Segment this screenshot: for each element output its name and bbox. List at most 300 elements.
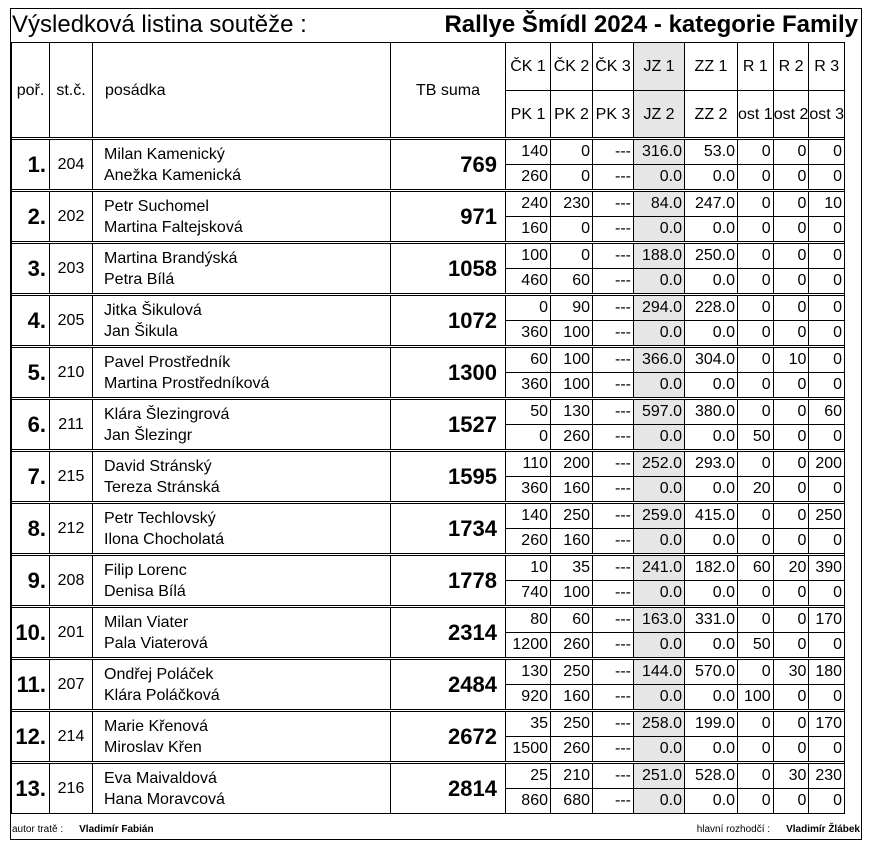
value-r-ost1-bottom: 0 [738,581,774,606]
value-ck-pk1-bottom: 260 [506,529,551,554]
value-jz-bottom: 0.0 [634,581,685,606]
value-ck-pk2-bottom: 160 [551,529,593,554]
value-ck-pk2-bottom: 160 [551,477,593,502]
navigator-name: Ilona Chocholatá [104,530,225,548]
value-jz-bottom: 0.0 [634,217,685,242]
table-row [12,140,845,165]
table-row [12,452,845,477]
value-ck-pk2-bottom: 260 [551,425,593,450]
value-r-ost2-bottom: 0 [773,529,809,554]
value-zz-top: 293.0 [685,452,738,477]
navigator-name: Jan Šikula [104,322,178,340]
driver-name: Eva Maivaldová [104,769,217,787]
value-r-ost1-top: 0 [738,660,774,685]
value-r-ost3-top: 10 [809,192,845,217]
value-ck-pk3-bottom: --- [593,425,634,450]
value-r-ost2-top: 0 [773,244,809,269]
value-r-ost3-bottom: 0 [809,217,845,242]
value-r-ost2-bottom: 0 [773,373,809,398]
value-ck-pk3-top: --- [593,504,634,529]
value-r-ost2-bottom: 0 [773,789,809,814]
value-r-ost3-bottom: 0 [809,477,845,502]
value-zz-top: 570.0 [685,660,738,685]
value-jz-top: 251.0 [634,764,685,789]
value-ck-pk1-bottom: 920 [506,685,551,710]
value-r-ost2-top: 0 [773,712,809,737]
value-ck-pk3-bottom: --- [593,269,634,294]
value-r-ost1-top: 0 [738,504,774,529]
value-r-ost2-bottom: 0 [773,685,809,710]
value-r-ost3-top: 170 [809,608,845,633]
driver-name: Filip Lorenc [104,561,187,579]
value-ck-pk2-top: 230 [551,192,593,217]
value-jz-top: 259.0 [634,504,685,529]
value-ck-pk3-top: --- [593,192,634,217]
value-zz-top: 182.0 [685,556,738,581]
tb-total: 971 [391,192,506,242]
navigator-name: Miroslav Křen [104,738,202,756]
value-r-ost3-top: 170 [809,712,845,737]
value-r-ost1-bottom: 0 [738,737,774,762]
col-header-stc: st.č. [50,43,93,138]
tb-total: 2484 [391,660,506,710]
value-r-ost1-bottom: 0 [738,373,774,398]
tb-total: 1527 [391,400,506,450]
value-ck-pk2-bottom: 100 [551,581,593,606]
value-r-ost2-bottom: 0 [773,477,809,502]
value-jz-bottom: 0.0 [634,321,685,346]
value-ck-pk2-top: 100 [551,348,593,373]
value-zz-bottom: 0.0 [685,737,738,762]
start-number: 216 [50,764,93,814]
col-header-zz1: ZZ 1 [685,43,738,91]
crew [93,504,391,554]
value-ck-pk2-bottom: 60 [551,269,593,294]
driver-name: Ondřej Poláček [104,665,214,683]
value-r-ost1-bottom: 50 [738,425,774,450]
value-r-ost3-bottom: 0 [809,321,845,346]
value-r-ost1-bottom: 100 [738,685,774,710]
value-zz-bottom: 0.0 [685,165,738,190]
table-row [12,764,845,789]
crew [93,556,391,606]
value-ck-pk2-top: 0 [551,140,593,165]
position: 1. [12,140,50,190]
value-ck-pk2-top: 60 [551,608,593,633]
value-jz-top: 144.0 [634,660,685,685]
driver-name: Pavel Prostředník [104,353,231,371]
value-r-ost3-bottom: 0 [809,529,845,554]
value-zz-bottom: 0.0 [685,529,738,554]
value-r-ost3-bottom: 0 [809,789,845,814]
value-ck-pk2-bottom: 0 [551,165,593,190]
start-number: 205 [50,296,93,346]
value-zz-top: 415.0 [685,504,738,529]
table-row [12,504,845,529]
value-r-ost3-bottom: 0 [809,165,845,190]
crew [93,140,391,190]
crew [93,712,391,762]
value-zz-top: 528.0 [685,764,738,789]
value-ck-pk3-top: --- [593,348,634,373]
value-ck-pk1-top: 240 [506,192,551,217]
navigator-name: Martina Faltejsková [104,218,243,236]
value-zz-bottom: 0.0 [685,217,738,242]
crew [93,660,391,710]
col-header-ck1: ČK 1 [506,43,551,91]
driver-name: Petr Techlovský [104,509,216,527]
value-r-ost1-top: 0 [738,192,774,217]
value-ck-pk3-top: --- [593,296,634,321]
value-jz-top: 258.0 [634,712,685,737]
value-ck-pk3-bottom: --- [593,789,634,814]
position: 3. [12,244,50,294]
tb-total: 1778 [391,556,506,606]
value-jz-bottom: 0.0 [634,425,685,450]
value-r-ost1-top: 0 [738,296,774,321]
value-jz-bottom: 0.0 [634,165,685,190]
value-zz-top: 250.0 [685,244,738,269]
value-ck-pk1-top: 0 [506,296,551,321]
value-zz-top: 380.0 [685,400,738,425]
driver-name: Milan Kamenický [104,145,225,163]
value-ck-pk3-bottom: --- [593,477,634,502]
value-ck-pk1-bottom: 160 [506,217,551,242]
driver-name: Petr Suchomel [104,197,209,215]
results-table [11,42,845,814]
col-header-ost2: ost 2 [773,91,809,138]
value-r-ost1-top: 0 [738,400,774,425]
value-r-ost2-top: 0 [773,452,809,477]
col-header-tb: TB suma [391,43,506,138]
crew [93,296,391,346]
value-r-ost1-bottom: 0 [738,529,774,554]
value-ck-pk1-top: 25 [506,764,551,789]
footer-author [12,824,154,835]
judge-name: Vladimír Žlábek [786,824,860,835]
value-jz-top: 84.0 [634,192,685,217]
value-zz-bottom: 0.0 [685,633,738,658]
value-zz-top: 228.0 [685,296,738,321]
value-ck-pk3-bottom: --- [593,529,634,554]
value-r-ost1-top: 0 [738,244,774,269]
value-r-ost1-top: 0 [738,140,774,165]
value-ck-pk3-bottom: --- [593,581,634,606]
value-ck-pk3-top: --- [593,244,634,269]
value-ck-pk1-top: 140 [506,504,551,529]
author-label: autor tratě : [12,824,64,835]
start-number: 204 [50,140,93,190]
start-number: 208 [50,556,93,606]
tb-total: 1300 [391,348,506,398]
value-ck-pk3-bottom: --- [593,737,634,762]
table-row [12,348,845,373]
value-r-ost1-bottom: 0 [738,165,774,190]
value-ck-pk2-bottom: 680 [551,789,593,814]
driver-name: Marie Křenová [104,717,209,735]
value-zz-bottom: 0.0 [685,789,738,814]
value-zz-bottom: 0.0 [685,581,738,606]
navigator-name: Denisa Bílá [104,582,186,600]
value-ck-pk1-top: 35 [506,712,551,737]
tb-total: 2314 [391,608,506,658]
col-header-r2: R 2 [773,43,809,91]
value-ck-pk2-top: 250 [551,660,593,685]
value-r-ost1-top: 0 [738,452,774,477]
start-number: 215 [50,452,93,502]
value-ck-pk1-bottom: 260 [506,165,551,190]
value-r-ost2-top: 10 [773,348,809,373]
value-ck-pk2-bottom: 100 [551,321,593,346]
start-number: 214 [50,712,93,762]
tb-total: 1058 [391,244,506,294]
driver-name: Martina Brandýská [104,249,238,267]
position: 11. [12,660,50,710]
position: 5. [12,348,50,398]
value-r-ost3-top: 0 [809,140,845,165]
value-ck-pk3-top: --- [593,556,634,581]
value-ck-pk1-bottom: 740 [506,581,551,606]
value-r-ost2-top: 0 [773,296,809,321]
driver-name: Klára Šlezingrová [104,405,230,423]
value-r-ost2-bottom: 0 [773,581,809,606]
value-r-ost2-top: 0 [773,140,809,165]
start-number: 212 [50,504,93,554]
value-ck-pk3-bottom: --- [593,321,634,346]
value-ck-pk1-top: 100 [506,244,551,269]
tb-total: 2814 [391,764,506,814]
value-r-ost3-top: 0 [809,296,845,321]
value-ck-pk3-top: --- [593,764,634,789]
driver-name: David Stránský [104,457,212,475]
value-r-ost3-top: 0 [809,244,845,269]
value-r-ost3-top: 200 [809,452,845,477]
page-title: Výsledková listina soutěže : [12,11,307,38]
value-zz-bottom: 0.0 [685,685,738,710]
table-row [12,608,845,633]
start-number: 211 [50,400,93,450]
author-name: Vladimír Fabián [79,824,154,835]
footer-judge [697,824,860,835]
value-ck-pk1-bottom: 360 [506,477,551,502]
value-zz-top: 247.0 [685,192,738,217]
driver-name: Milan Viater [104,613,189,631]
tb-total: 769 [391,140,506,190]
tb-total: 1072 [391,296,506,346]
value-r-ost2-bottom: 0 [773,737,809,762]
value-ck-pk3-bottom: --- [593,165,634,190]
value-r-ost1-top: 0 [738,348,774,373]
value-r-ost1-top: 0 [738,764,774,789]
value-r-ost2-bottom: 0 [773,217,809,242]
value-r-ost1-bottom: 0 [738,269,774,294]
value-r-ost2-top: 30 [773,660,809,685]
navigator-name: Hana Moravcová [104,790,225,808]
value-zz-bottom: 0.0 [685,321,738,346]
tb-total: 1734 [391,504,506,554]
value-ck-pk2-bottom: 260 [551,633,593,658]
value-ck-pk2-top: 0 [551,244,593,269]
value-ck-pk2-top: 200 [551,452,593,477]
position: 6. [12,400,50,450]
driver-name: Jitka Šikulová [104,301,202,319]
start-number: 210 [50,348,93,398]
position: 7. [12,452,50,502]
table-row [12,556,845,581]
value-ck-pk1-top: 140 [506,140,551,165]
table-row [12,296,845,321]
judge-label: hlavní rozhodčí : [696,824,771,835]
col-header-jz2: JZ 2 [634,91,685,138]
event-title: Rallye Šmídl 2024 - kategorie Family [444,11,858,38]
tb-total: 2672 [391,712,506,762]
col-header-por: poř. [12,43,50,138]
value-r-ost2-top: 0 [773,608,809,633]
col-header-posadka: posádka [93,43,391,138]
value-jz-top: 366.0 [634,348,685,373]
col-header-r3: R 3 [809,43,845,91]
value-ck-pk1-top: 50 [506,400,551,425]
value-zz-bottom: 0.0 [685,425,738,450]
value-ck-pk3-top: --- [593,140,634,165]
value-r-ost3-top: 390 [809,556,845,581]
position: 8. [12,504,50,554]
tb-total: 1595 [391,452,506,502]
col-header-pk1: PK 1 [506,91,551,138]
value-r-ost3-bottom: 0 [809,269,845,294]
position: 13. [12,764,50,814]
value-ck-pk2-bottom: 100 [551,373,593,398]
start-number: 201 [50,608,93,658]
value-ck-pk2-top: 35 [551,556,593,581]
value-ck-pk1-bottom: 860 [506,789,551,814]
value-ck-pk1-bottom: 360 [506,321,551,346]
navigator-name: Martina Prostředníková [104,374,270,392]
crew [93,452,391,502]
value-ck-pk1-top: 80 [506,608,551,633]
value-r-ost2-top: 30 [773,764,809,789]
value-jz-top: 316.0 [634,140,685,165]
value-r-ost2-bottom: 0 [773,633,809,658]
value-ck-pk1-top: 60 [506,348,551,373]
value-r-ost2-bottom: 0 [773,321,809,346]
value-jz-bottom: 0.0 [634,737,685,762]
value-r-ost3-bottom: 0 [809,581,845,606]
value-zz-top: 331.0 [685,608,738,633]
value-r-ost3-top: 230 [809,764,845,789]
value-ck-pk2-top: 90 [551,296,593,321]
value-zz-bottom: 0.0 [685,477,738,502]
value-jz-bottom: 0.0 [634,269,685,294]
start-number: 207 [50,660,93,710]
value-zz-bottom: 0.0 [685,373,738,398]
table-row [12,712,845,737]
value-r-ost2-bottom: 0 [773,425,809,450]
col-header-zz2: ZZ 2 [685,91,738,138]
value-r-ost2-top: 0 [773,504,809,529]
value-ck-pk2-top: 210 [551,764,593,789]
value-ck-pk3-top: --- [593,660,634,685]
value-jz-bottom: 0.0 [634,789,685,814]
value-r-ost3-bottom: 0 [809,633,845,658]
start-number: 203 [50,244,93,294]
value-jz-top: 252.0 [634,452,685,477]
value-r-ost2-bottom: 0 [773,165,809,190]
value-r-ost1-top: 0 [738,712,774,737]
value-jz-top: 597.0 [634,400,685,425]
value-ck-pk1-bottom: 360 [506,373,551,398]
crew [93,244,391,294]
value-jz-top: 163.0 [634,608,685,633]
results-sheet [10,8,862,840]
table-row [12,400,845,425]
value-r-ost3-bottom: 0 [809,373,845,398]
col-header-pk3: PK 3 [593,91,634,138]
value-zz-bottom: 0.0 [685,269,738,294]
value-r-ost2-top: 0 [773,192,809,217]
value-r-ost1-bottom: 20 [738,477,774,502]
value-r-ost2-bottom: 0 [773,269,809,294]
navigator-name: Pala Viaterová [104,634,208,652]
crew [93,400,391,450]
navigator-name: Jan Šlezingr [104,426,193,444]
col-header-ck2: ČK 2 [551,43,593,91]
navigator-name: Petra Bílá [104,270,175,288]
position: 4. [12,296,50,346]
position: 12. [12,712,50,762]
value-ck-pk1-top: 10 [506,556,551,581]
col-header-ck3: ČK 3 [593,43,634,91]
value-ck-pk1-top: 110 [506,452,551,477]
value-ck-pk2-bottom: 160 [551,685,593,710]
table-row [12,660,845,685]
value-r-ost3-top: 60 [809,400,845,425]
header-row-1 [12,43,845,91]
start-number: 202 [50,192,93,242]
value-r-ost1-bottom: 0 [738,217,774,242]
value-ck-pk2-bottom: 260 [551,737,593,762]
value-r-ost1-top: 60 [738,556,774,581]
value-r-ost3-top: 0 [809,348,845,373]
col-header-pk2: PK 2 [551,91,593,138]
value-ck-pk3-top: --- [593,400,634,425]
value-zz-top: 53.0 [685,140,738,165]
value-r-ost1-top: 0 [738,608,774,633]
value-zz-top: 304.0 [685,348,738,373]
navigator-name: Anežka Kamenická [104,166,241,184]
value-ck-pk2-top: 250 [551,504,593,529]
value-ck-pk3-top: --- [593,608,634,633]
value-r-ost1-bottom: 0 [738,789,774,814]
crew [93,764,391,814]
value-ck-pk2-top: 130 [551,400,593,425]
value-jz-bottom: 0.0 [634,529,685,554]
col-header-ost3: ost 3 [809,91,845,138]
table-row [12,244,845,269]
value-jz-bottom: 0.0 [634,633,685,658]
value-ck-pk1-bottom: 1500 [506,737,551,762]
col-header-r1: R 1 [738,43,774,91]
value-jz-bottom: 0.0 [634,373,685,398]
value-r-ost3-bottom: 0 [809,737,845,762]
value-ck-pk3-bottom: --- [593,685,634,710]
value-r-ost3-top: 180 [809,660,845,685]
value-ck-pk1-top: 130 [506,660,551,685]
value-jz-bottom: 0.0 [634,477,685,502]
value-r-ost2-top: 0 [773,400,809,425]
title-row [11,9,861,42]
crew [93,348,391,398]
